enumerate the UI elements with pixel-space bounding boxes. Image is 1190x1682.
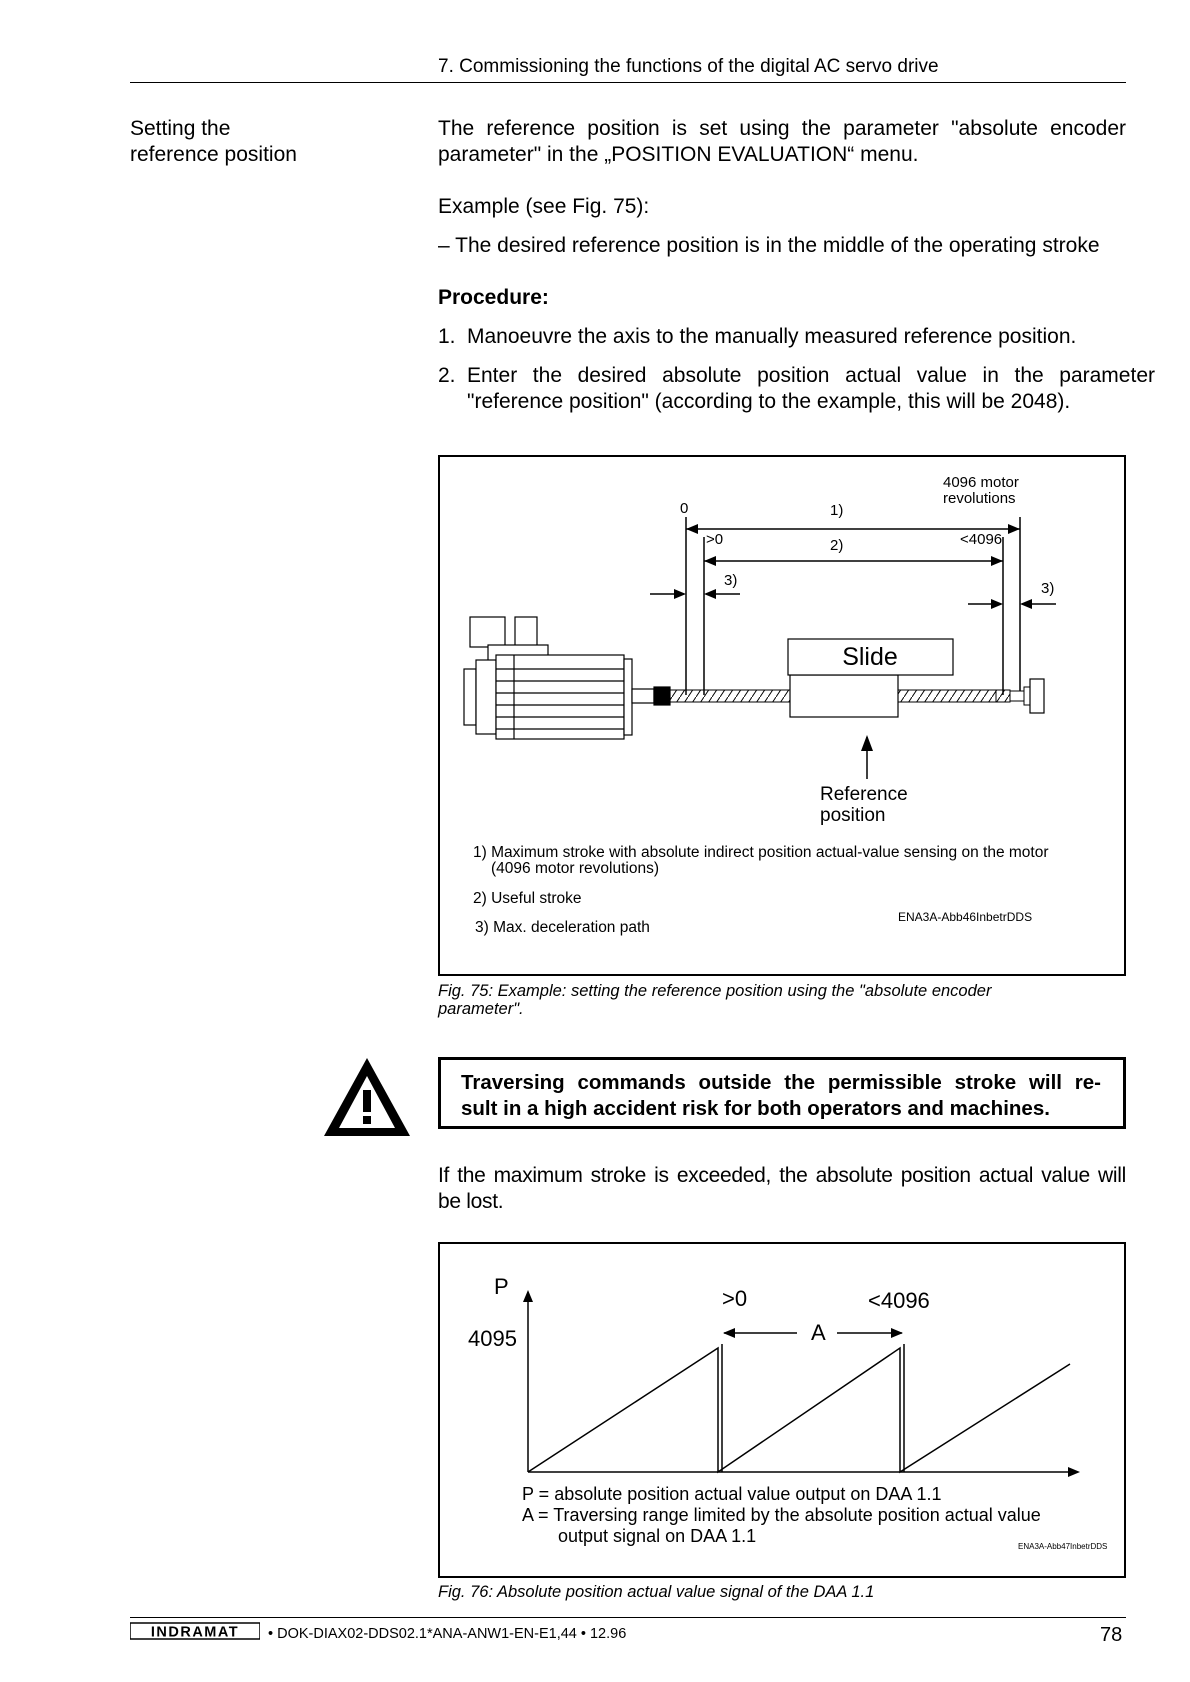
step-number: 2.: [438, 364, 456, 387]
gt0-label: >0: [722, 1286, 748, 1311]
sawtooth-signal: [528, 1344, 1070, 1472]
chapter-header: 7. Commissioning the functions of the digital AC servo drive: [438, 56, 939, 77]
legend-1b: (4096 motor revolutions): [491, 860, 659, 877]
servo-motor: [464, 617, 670, 739]
figure-75-box: [438, 455, 1126, 976]
document-code: • DOK-DIAX02-DDS02.1*ANA-ANW1-EN-E1,44 • 12.96: [268, 1626, 627, 1642]
paragraph-line1: If the maximum stroke is exceeded, the absolute position actual value will: [438, 1164, 1126, 1187]
example-label: Example (see Fig. 75):: [438, 195, 650, 218]
intro-line2: parameter" in the „POSITION EVALUATION“ menu.: [438, 143, 919, 166]
footer-divider: [130, 1617, 1126, 1618]
stroke-1-label: 1): [830, 502, 844, 519]
caption-line1: Fig. 75: Example: setting the reference position using the "absolute encoder: [438, 982, 992, 1000]
figure-code: ENA3A-Abb47InbetrDDS: [1018, 1542, 1108, 1551]
legend-2: 2) Useful stroke: [473, 890, 582, 907]
reference-arrow: [861, 735, 873, 779]
legend-1a: 1) Maximum stroke with absolute indirect position actual-value sensing on the motor: [473, 844, 1049, 861]
side-label-line1: Setting the: [130, 117, 231, 140]
figure-76-box: [438, 1242, 1126, 1578]
slide-label: Slide: [842, 643, 898, 671]
step-text: Enter the desired absolute position actual value in the parameter "reference position" (according to the example, this will be 2048).: [467, 364, 1155, 413]
useful-stroke-arrow: [704, 556, 1003, 566]
logo-text: INDRAMAT: [150, 1624, 240, 1640]
reference-label-1: Reference: [820, 784, 908, 805]
zero-label: 0: [680, 500, 689, 517]
intro-paragraph: [438, 116, 1126, 168]
figure-75-diagram: [440, 457, 1124, 974]
figure-76-chart: [440, 1244, 1124, 1576]
legend-a2: output signal on DAA 1.1: [558, 1526, 757, 1546]
warning-line2: sult in a high accident risk for both operators and machines.: [461, 1097, 1050, 1120]
deceleration-arrows-right: [968, 599, 1056, 609]
axis-p-label: P: [494, 1274, 509, 1299]
figure-76-caption: Fig. 76: Absolute position actual value signal of the DAA 1.1: [438, 1583, 875, 1601]
decel-3-left-label: 3): [724, 572, 738, 589]
warning-box: [438, 1057, 1126, 1129]
indramat-logo: [130, 1622, 260, 1640]
lt4096-label: <4096: [960, 531, 1003, 548]
motor-rev-label-1: 4096 motor: [943, 474, 1019, 491]
procedure-heading: Procedure:: [438, 286, 549, 309]
reference-label-2: position: [820, 805, 886, 826]
stroke-exceeded-paragraph: [438, 1163, 1126, 1215]
warning-text: [461, 1070, 1101, 1122]
example-dash-item: – The desired reference position is in the middle of the operating stroke: [438, 234, 1100, 257]
warning-icon: [320, 1054, 414, 1140]
value-4095-label: 4095: [468, 1326, 517, 1351]
intro-line1: The reference position is set using the parameter "absolute encoder: [438, 117, 1126, 140]
section-side-label: [130, 116, 390, 168]
figure-75-caption: [438, 982, 1126, 1018]
side-label-line2: reference position: [130, 143, 297, 166]
motor-rev-label-2: revolutions: [943, 490, 1016, 507]
step-number: 1.: [438, 325, 456, 348]
lt4096-label: <4096: [868, 1288, 930, 1313]
warning-line1: Traversing commands outside the permissible stroke will re-: [461, 1071, 1101, 1094]
header-divider: [130, 82, 1126, 83]
y-axis: [523, 1290, 533, 1472]
decel-3-right-label: 3): [1041, 580, 1055, 597]
legend-p: P = absolute position actual value output on DAA 1.1: [522, 1484, 942, 1504]
range-a-label: A: [811, 1320, 826, 1345]
x-axis: [528, 1467, 1080, 1477]
caption-line2: parameter".: [438, 1000, 524, 1018]
figure-code: ENA3A-Abb46InbetrDDS: [898, 910, 1033, 924]
deceleration-arrows-left: [650, 589, 740, 599]
slide-carriage: [790, 675, 898, 717]
stroke-2-label: 2): [830, 537, 844, 554]
gt0-label: >0: [706, 531, 724, 548]
legend-3: 3) Max. deceleration path: [475, 919, 650, 936]
legend-a1: A = Traversing range limited by the absolute position actual value: [522, 1505, 1041, 1525]
page-number: 78: [1100, 1624, 1123, 1646]
procedure-step-1: [438, 324, 1126, 350]
procedure-step-2: [438, 363, 1155, 415]
step-text: Manoeuvre the axis to the manually measured reference position.: [467, 325, 1077, 348]
paragraph-line2: be lost.: [438, 1190, 504, 1213]
